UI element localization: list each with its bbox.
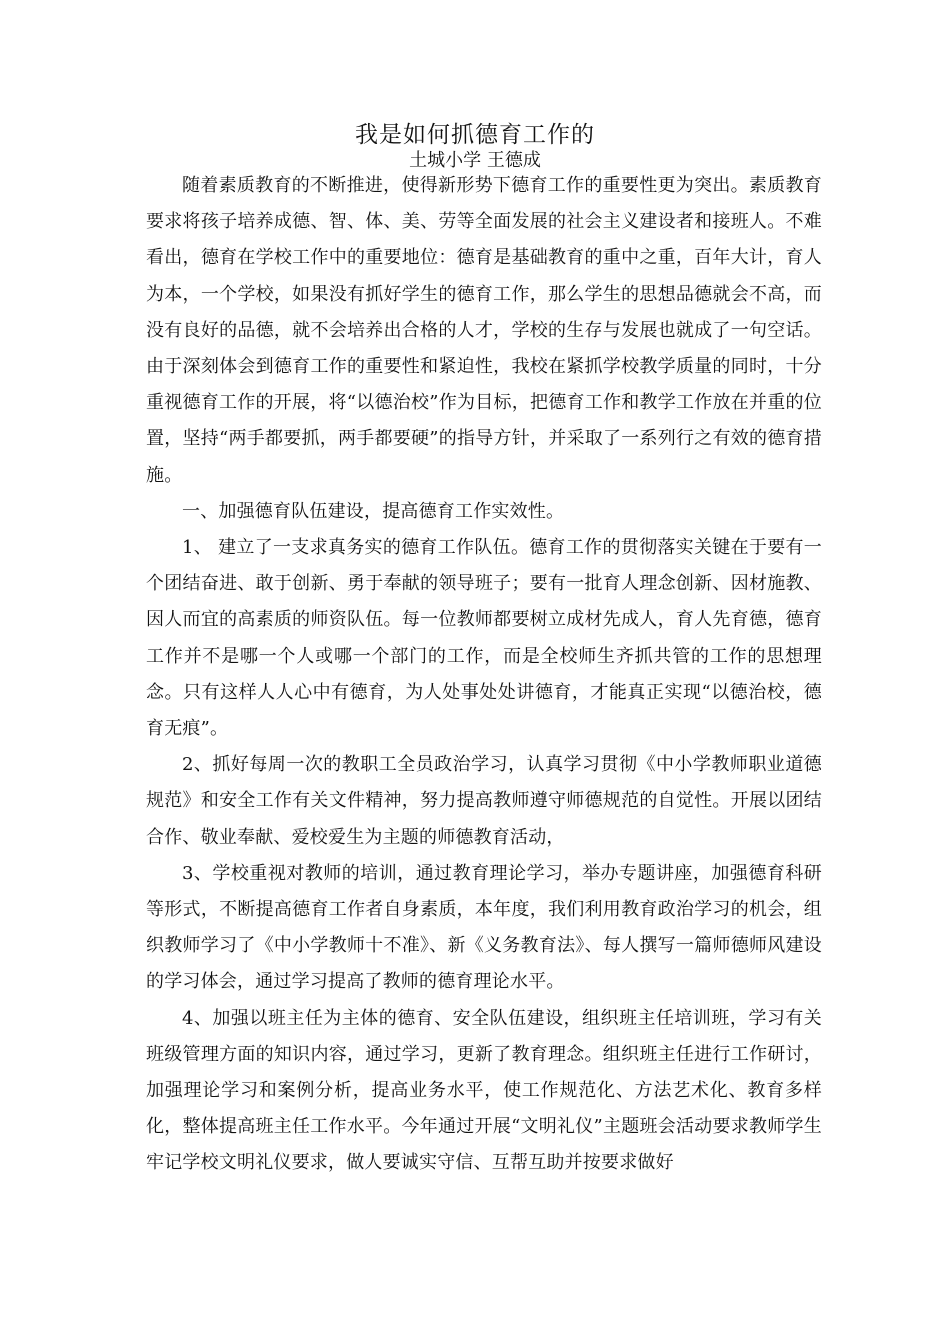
paragraph-item-4: 4、加强以班主任为主体的德育、安全队伍建设，组织班主任培训班，学习有关班级管理方面的知识内容，通过学习，更新了教育理念。组织班主任进行工作研讨，加强理论学习和案例分析，提高业务水平，使工作规范化、方法艺术化、教育多样化，整体提高班主任工作水平。今年通过开展“文明礼仪”主题班会活动要求教师学生牢记学校文明礼仪要求，做人要诚实守信、互帮互助并按要求做好 [146, 1007, 822, 1174]
paragraph-intro: 随着素质教育的不断推进，使得新形势下德育工作的重要性更为突出。素质教育要求将孩子培养成德、智、体、美、劳等全面发展的社会主义建设者和接班人。不难看出，德育在学校工作中的重要地位：德育是基础教育的重中之重，百年大计，育人为本，一个学校，如果没有抓好学生的德育工作，那么学生的思想品德就会不高，而没有良好的品德，就不会培养出合格的人才，学校的生存与发展也就成了一句空话。由于深刻体会到德育工作的重要性和紧迫性，我校在紧抓学校教学质量的同时，十分重视德育工作的开展，将“以德治校”作为目标，把德育工作和教学工作放在并重的位置，坚持“两手都要抓，两手都要硬”的指导方针，并采取了一系列行之有效的德育措施。 [146, 175, 822, 486]
paragraph-item-3: 3、学校重视对教师的培训，通过教育理论学习，举办专题讲座，加强德育科研等形式，不断提高德育工作者自身素质，本年度，我们利用教育政治学习的机会，组织教师学习了《中小学教师十不准》、新《义务教育法》、每人撰写一篇师德师风建设的学习体会，通过学习提高了教师的德育理论水平。 [146, 862, 822, 993]
document-body [146, 168, 822, 1182]
document-author: 土城小学 王德成 [409, 150, 541, 171]
paragraph-item-2: 2、抓好每周一次的教职工全员政治学习，认真学习贯彻《中小学教师职业道德规范》和安全工作有关文件精神，努力提高教师遵守师德规范的自觉性。开展以团结合作、敬业奉献、爱校爱生为主题的师德教育活动， [146, 754, 822, 848]
document-title: 我是如何抓德育工作的 [355, 122, 595, 148]
paragraph-item-1: 1、 建立了一支求真务实的德育工作队伍。德育工作的贯彻落实关键在于要有一个团结奋进、敢于创新、勇于奉献的领导班子；要有一批育人理念创新、因材施教、因人而宜的高素质的师资队伍。每一位教师都要树立成材先成人，育人先育德，德育工作并不是哪一个人或哪一个部门的工作，而是全校师生齐抓共管的工作的思想理念。只有这样人人心中有德育，为人处事处处讲德育，才能真正实现“以德治校，德育无痕”。 [146, 537, 822, 740]
section-heading-1: 一、加强德育队伍建设，提高德育工作实效性。 [182, 500, 565, 522]
